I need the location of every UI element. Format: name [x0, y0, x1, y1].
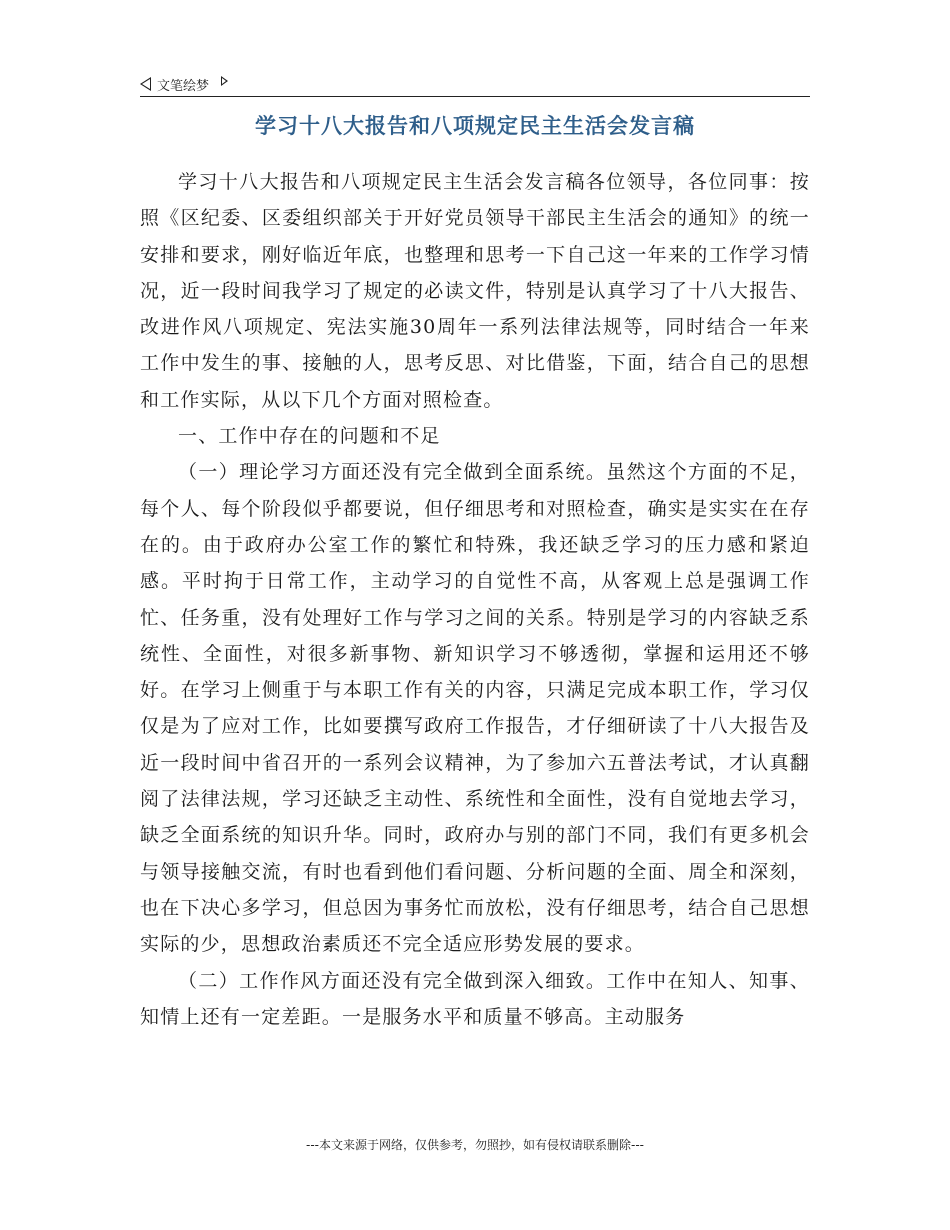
section-heading: 一、工作中存在的问题和不足	[178, 425, 441, 448]
document-body	[140, 164, 810, 1035]
paragraph-work-style: （二）工作作风方面还没有完全做到深入细致。工作中在知人、知事、知情上还有一定差距。一是服务水平和质量不够高。主动服务	[140, 969, 810, 1028]
paragraph-theory-study: （一）理论学习方面还没有完全做到全面系统。虽然这个方面的不足，每个人、每个阶段似乎都要说，但仔细思考和对照检查，确实是实实在在存在的。由于政府办公室工作的繁忙和特殊，我还缺乏学习的压力感和紧迫感。平时拘于日常工作，主动学习的自觉性不高，从客观上总是强调工作忙、任务重，没有处理好工作与学习之间的关系。特别是学习的内容缺乏系统性、全面性，对很多新事物、新知识学习不够透彻，掌握和运用还不够好。在学习上侧重于与本职工作有关的内容，只满足完成本职工作，学习仅仅是为了应对工作，比如要撰写政府工作报告，才仔细研读了十八大报告及近一段时间中省召开的一系列会议精神，为了参加六五普法考试，才认真翻阅了法律法规，学习还缺乏主动性、系统性和全面性，没有自觉地去学习，缺乏全面系统的知识升华。同时，政府办与别的部门不同，我们有更多机会与领导接触交流，有时也看到他们看问题、分析问题的全面、周全和深刻，也在下决心多学习，但总因为事务忙而放松，没有仔细思考，结合自己思想实际的少，思想政治素质还不完全适应形势发展的要求。	[140, 461, 810, 956]
left-triangle-icon	[140, 77, 151, 91]
right-triangle-icon	[221, 76, 228, 86]
document-title: 学习十八大报告和八项规定民主生活会发言稿	[255, 114, 695, 138]
header-brand: 文笔绘梦	[157, 78, 210, 94]
footer-notice: ---本文来源于网络，仅供参考，勿照抄，如有侵权请联系删除---	[306, 1138, 644, 1152]
paragraph-intro: 学习十八大报告和八项规定民主生活会发言稿各位领导，各位同事：按照《区纪委、区委组织部关于开好党员领导干部民主生活会的通知》的统一安排和要求，刚好临近年底，也整理和思考一下自己这一年来的工作学习情况，近一段时间我学习了规定的必读文件，特别是认真学习了十八大报告、改进作风八项规定、宪法实施30周年一系列法律法规等，同时结合一年来工作中发生的事、接触的人，思考反思、对比借鉴，下面，结合自己的思想和工作实际，从以下几个方面对照检查。	[140, 171, 810, 411]
page-header	[140, 72, 810, 97]
